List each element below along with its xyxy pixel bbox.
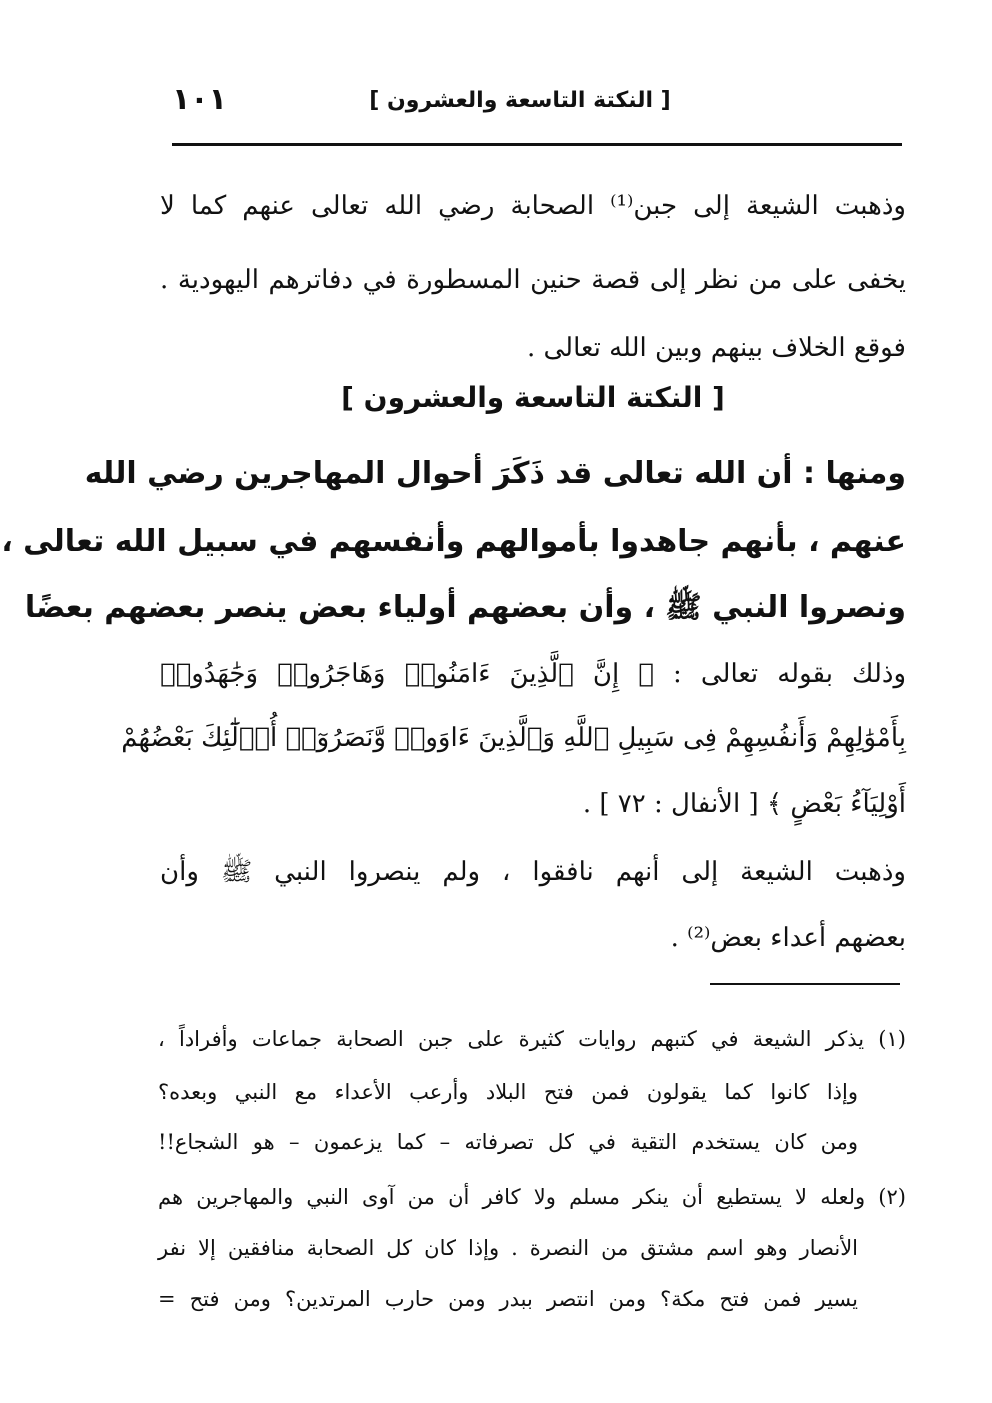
bold-body-line: ومنها : أن الله تعالى قد ذَكَرَ أحوال المهاجرين رضي الله [84, 456, 906, 491]
body-line: وذهبت الشيعة إلى أنهم نافقوا ، ولم ينصروا النبي ﷺ وأن [160, 857, 906, 887]
section-heading: [ النكتة التاسعة والعشرون ] [341, 381, 725, 414]
footnote-line: (١) يذكر الشيعة في كتبهم روايات كثيرة على جبن الصحابة جماعات وأفراداً ، [158, 1027, 906, 1051]
quran-verse-line: وذلك بقوله تعالى : ﴿ إِنَّ ٱلَّذِينَ ءَامَنُوا۟ وَهَاجَرُوا۟ وَجَٰهَدُوا۟ [160, 659, 906, 689]
footnote-line: وإذا كانوا كما يقولون فمن فتح البلاد وأرعب الأعداء مع النبي وبعده؟ [158, 1080, 858, 1104]
footnote-line: يسير فمن فتح مكة؟ ومن انتصر ببدر ومن حارب المرتدين؟ ومن فتح = [158, 1287, 858, 1311]
footnote-line: ومن كان يستخدم التقية في كل تصرفاته – كما يزعمون – هو الشجاع!! [158, 1130, 858, 1154]
body-line: فوقع الخلاف بينهم وبين الله تعالى . [526, 333, 906, 363]
running-header-title: [ النكتة التاسعة والعشرون ] [369, 88, 671, 113]
page-number: ١٠١ [172, 82, 227, 117]
footnote-line: (٢) ولعله لا يستطيع أن ينكر مسلم ولا كافر أن من آوى النبي والمهاجرين هم [158, 1185, 906, 1209]
bold-body-line: عنهم ، بأنهم جاهدوا بأموالهم وأنفسهم في سبيل الله تعالى ، [1, 524, 906, 559]
quran-verse-line: بِأَمْوَٰلِهِمْ وَأَنفُسِهِمْ فِى سَبِيلِ ٱللَّهِ وَٱلَّذِينَ ءَاوَوا۟ وَّنَصَرُوٓا۟ أُو۟لَٰٓئِكَ بَعْضُهُمْ [121, 723, 906, 753]
footnote-divider [710, 983, 900, 985]
bold-body-line: ونصروا النبي ﷺ ، وأن بعضهم أولياء بعض ينصر بعضهم بعضًا [24, 590, 906, 625]
footnote-line: الأنصار وهو اسم مشتق من النصرة . وإذا كان كل الصحابة منافقين إلا نفر [158, 1236, 859, 1260]
body-line: بعضهم أعداء بعض⁽²⁾ . [670, 923, 906, 953]
quran-verse-line: أَوْلِيَآءُ بَعْضٍ ﴾ [ الأنفال : ٧٢ ] . [582, 789, 906, 819]
body-line: يخفى على من نظر إلى قصة حنين المسطورة في دفاترهم اليهودية . [160, 265, 906, 295]
header-divider [172, 143, 902, 146]
body-line: وذهبت الشيعة إلى جبن⁽¹⁾ الصحابة رضي الله تعالى عنهم كما لا [160, 191, 906, 221]
